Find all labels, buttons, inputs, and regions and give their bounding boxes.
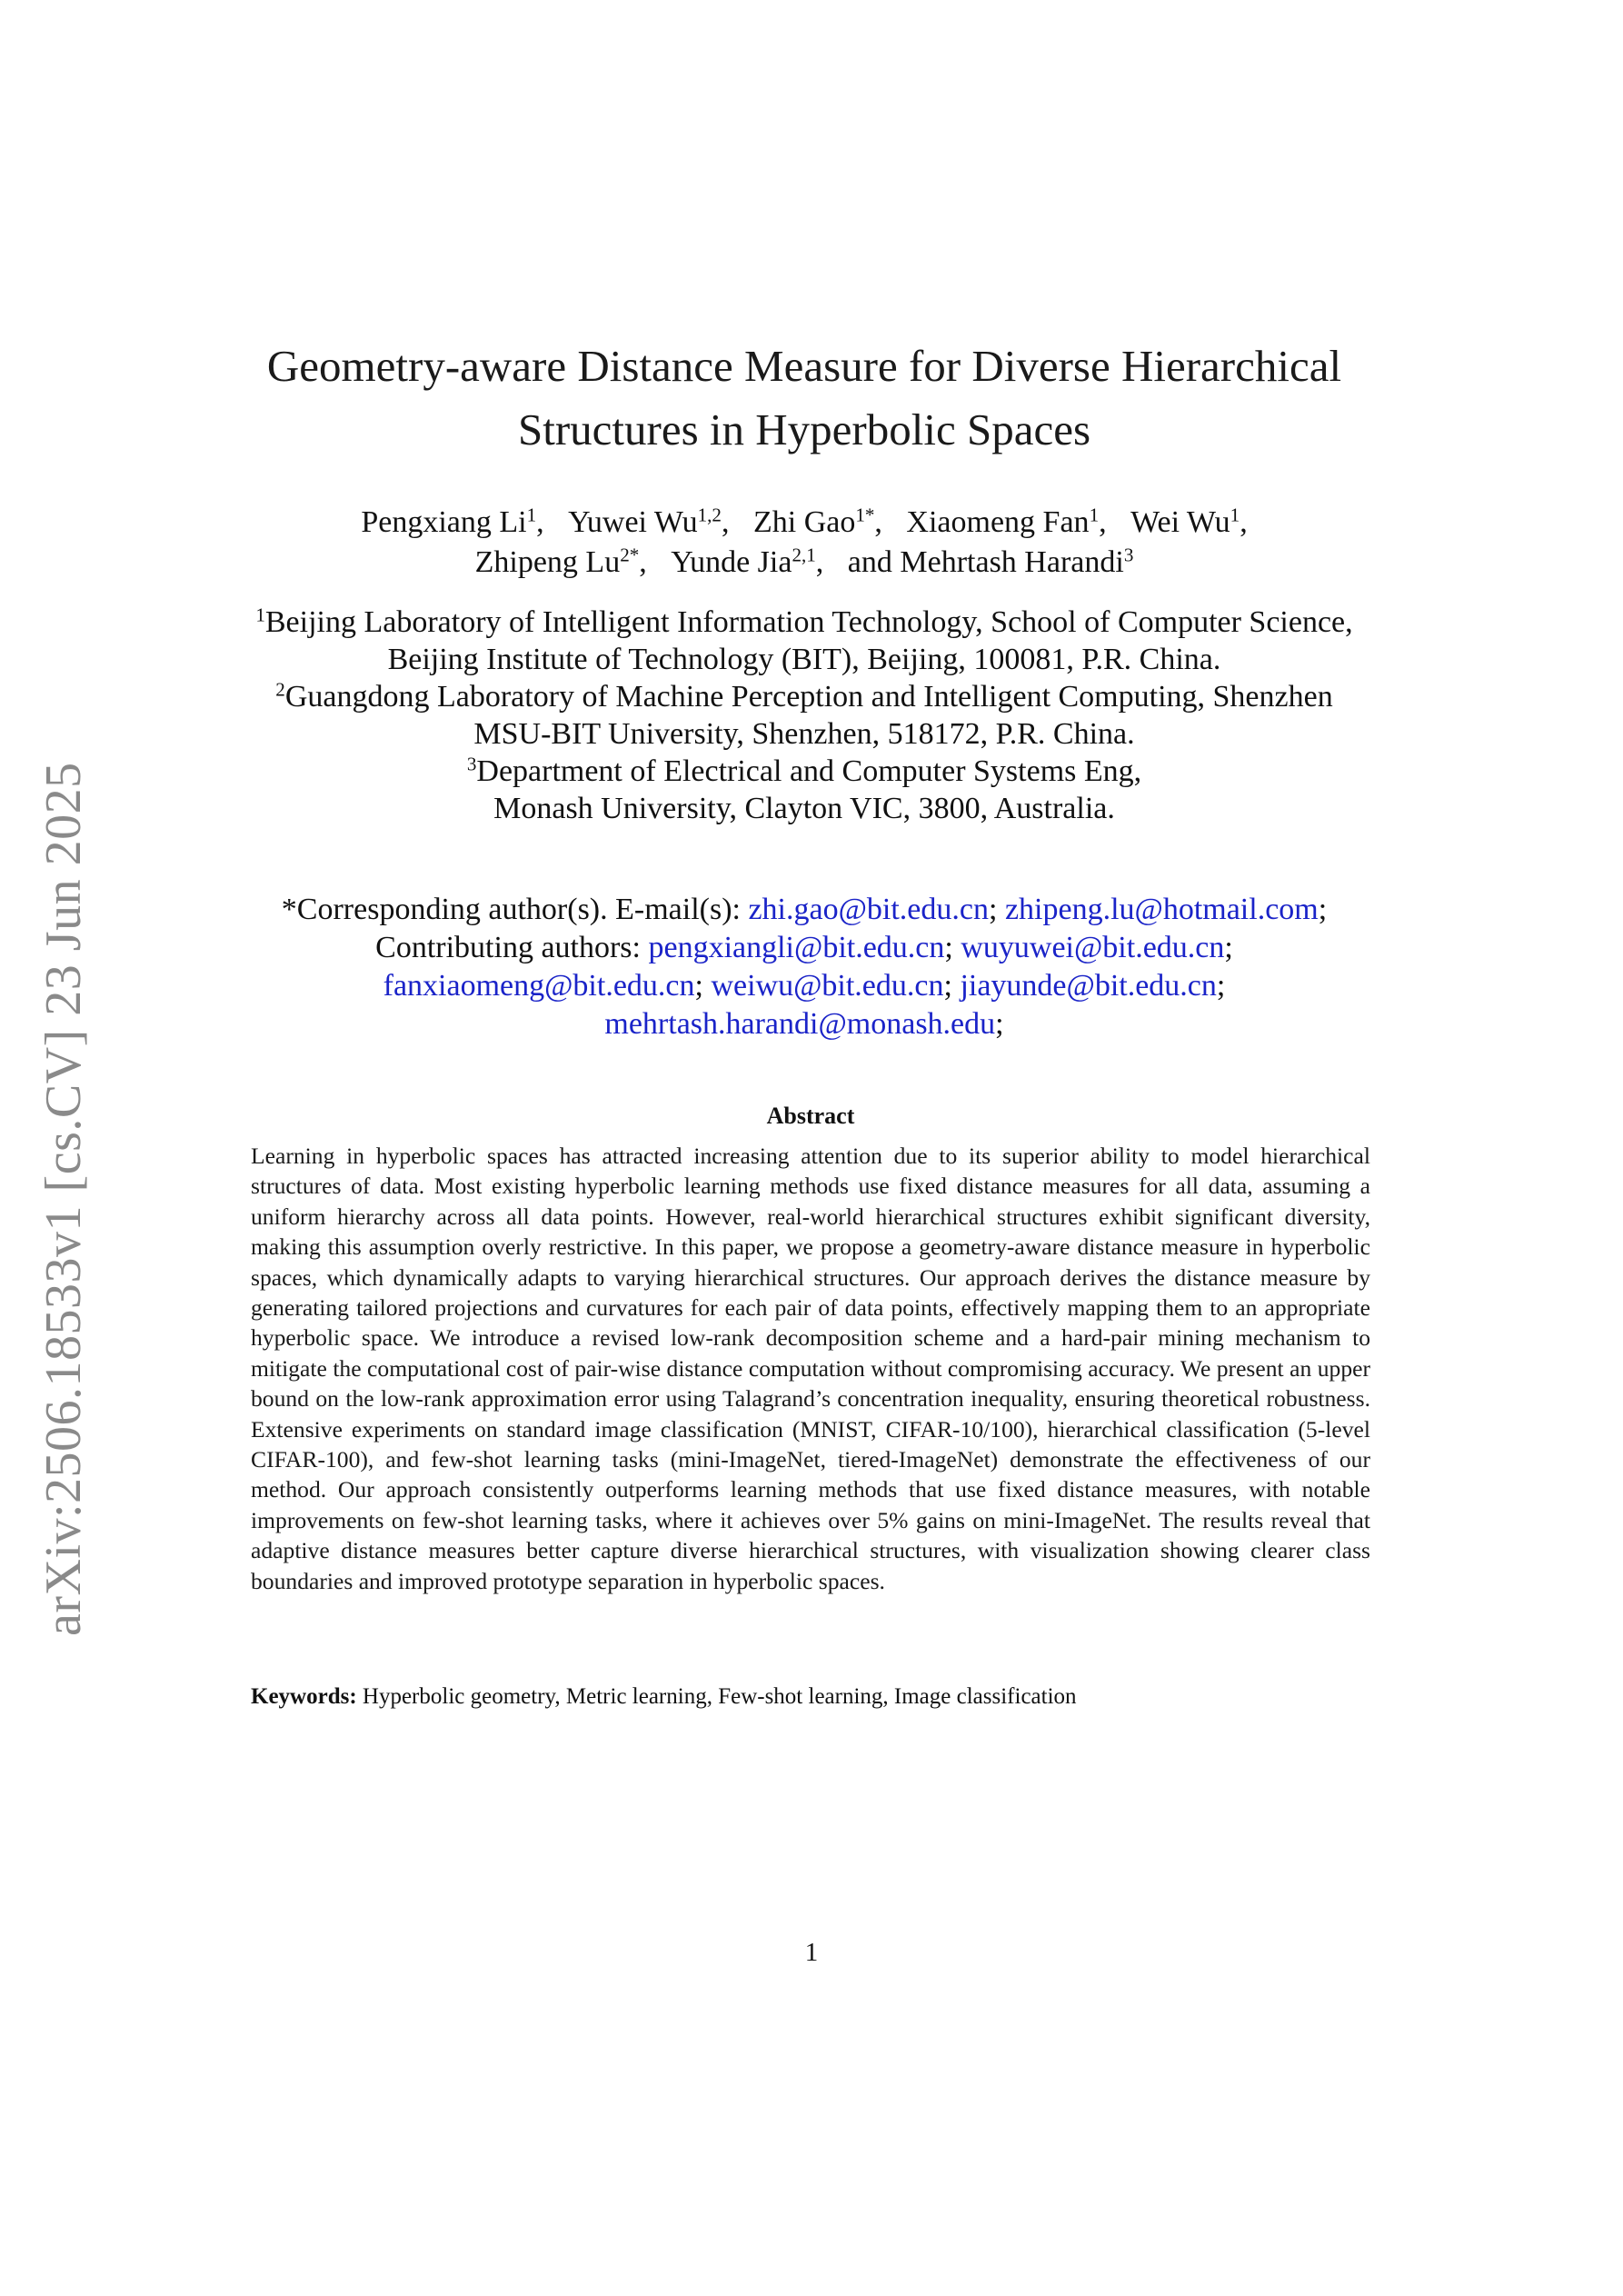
author-yuwei-wu: Yuwei Wu$^{1,2}$,: [568, 504, 730, 539]
contributing-label: Contributing authors:: [375, 931, 649, 964]
author-list: [218, 503, 1390, 583]
contributing-authors-line-2: fanxiaomeng@bit.edu.cn; weiwu@bit.edu.cn; jiayunde@bit.edu.cn;: [383, 969, 1226, 1003]
contributing-authors-line-1: Contributing authors: pengxiangli@bit.edu.cn; wuyuwei@bit.edu.cn;: [375, 931, 1233, 964]
page-number: 1: [804, 1938, 819, 1967]
affiliation-1-line-1: $^1$Beijing Laboratory of Intelligent Information Technology, School of Computer Science,: [255, 604, 1353, 639]
email-link-zhipeng-lu[interactable]: zhipeng.lu@hotmail.com: [1004, 893, 1319, 926]
contact-block: [209, 891, 1399, 1043]
author-affiliation-mark: 1: [526, 504, 537, 526]
author-affiliation-mark: 1*: [855, 504, 875, 526]
email-link-yunde-jia[interactable]: jiayunde@bit.edu.cn: [960, 969, 1217, 1003]
author-affiliation-mark: 3: [1123, 544, 1134, 566]
email-link-wei-wu[interactable]: weiwu@bit.edu.cn: [711, 969, 944, 1003]
affiliation-mark: 3: [466, 753, 477, 775]
author-affiliation-mark: 1: [1089, 504, 1100, 526]
paper-title-line-1: Geometry-aware Distance Measure for Diverse Hierarchical: [266, 341, 1342, 391]
affiliation-mark: 1: [255, 604, 265, 626]
author-zhipeng-lu: Zhipeng $Lu^{2*}$,: [474, 544, 647, 579]
author-pengxiang-li: Pengxiang Li$^1$,: [361, 504, 544, 539]
affiliation-mark: 2: [275, 678, 285, 701]
author-affiliation-mark: 2,1: [792, 544, 816, 566]
affiliation-3-line-1: $^3$Department of Electrical and Computer Systems Eng,: [466, 753, 1142, 788]
abstract-heading: Abstract: [766, 1103, 855, 1129]
affiliation-2-line-2: MSU-BIT University, Shenzhen, 518172, P.R. China.: [473, 717, 1135, 751]
email-link-zhi-gao[interactable]: zhi.gao@bit.edu.cn: [748, 893, 989, 926]
author-zhi-gao: Zhi Gao$^{1*}$,: [752, 504, 882, 539]
author-xiaomeng-fan: Xiaomeng Fan$^1$,: [906, 504, 1107, 539]
keywords: [251, 1682, 1370, 1712]
email-link-yuwei-wu[interactable]: wuyuwei@bit.edu.cn: [961, 931, 1225, 964]
abstract-body: Learning in hyperbolic spaces has attracted increasing attention due to its superior ability to model hierarchical structures of data. Most existing hyperbolic learning methods use fixed distance measures for all data, assuming a uniform hierarchy across all data points. However, real-world hierarchical structures exhibit significant diversity, making this assumption overly restrictive. In this paper, we propose a geometry-aware distance measure in hyperbolic spaces, which dynamically adapts to varying hierarchical structures. Our approach derives the distance measure by generating tailored projections and curvatures for each pair of data points, effectively mapping them to an appropriate hyperbolic space. We introduce a revised low-rank decomposition scheme and a hard-pair mining mechanism to mitigate the computational cost of pair-wise distance computation without compromising accuracy. We present an upper bound on the low-rank approximation error using Talagrand’s concentration inequality, ensuring theoretical robustness. Extensive experiments on standard image classification (MNIST, CIFAR-10/100), hierarchical classification (5-level CIFAR-100), and few-shot learning tasks (mini-ImageNet, tiered-ImageNet) demonstrate the effectiveness of our method. Our approach consistently outperforms learning methods that use fixed distance measures, with notable improvements on few-shot learning tasks, where it achieves over 5% gains on mini-ImageNet. The results reveal that adaptive distance measures better capture diverse hierarchical structures, with visualization showing clearer class boundaries and improved prototype separation in hyperbolic spaces.: [251, 1143, 1370, 1594]
paper-title: [218, 334, 1390, 462]
affiliation-3-line-2: Monash University, Clayton VIC, 3800, Australia.: [493, 792, 1115, 825]
email-link-xiaomeng-fan[interactable]: fanxiaomeng@bit.edu.cn: [383, 969, 695, 1003]
author-line-1: [218, 503, 1390, 543]
author-yunde-jia: Yunde Jia$^{2,1}$,: [671, 544, 824, 579]
keywords-label: Keywords:: [251, 1684, 357, 1709]
contributing-authors-line-3: mehrtash.harandi@monash.edu;: [604, 1007, 1004, 1041]
arxiv-identifier: arXiv:2506.18533v1 [cs.CV] 23 Jun 2025: [35, 762, 92, 1636]
author-wei-wu: Wei Wu$^1$,: [1130, 504, 1248, 539]
paper-title-line-2: Structures in Hyperbolic Spaces: [517, 404, 1091, 454]
email-link-pengxiang-li[interactable]: pengxiangli@bit.edu.cn: [648, 931, 945, 964]
affiliation-2-line-1: $^2$Guangdong Laboratory of Machine Perception and Intelligent Computing, Shenzhen: [275, 678, 1333, 714]
author-line-2: [218, 543, 1390, 583]
corresponding-label: *Corresponding author(s). E-mail(s):: [281, 893, 749, 926]
author-affiliation-mark: 1,2: [697, 504, 722, 526]
email-link-mehrtash-harandi[interactable]: mehrtash.harandi@monash.edu: [604, 1007, 996, 1041]
author-affiliation-mark: 1: [1230, 504, 1240, 526]
affiliation-1-line-2: Beijing Institute of Technology (BIT), Beijing, 100081, P.R. China.: [387, 643, 1221, 676]
corresponding-authors-line: *Corresponding author(s). E-mail(s): zhi.gao@bit.edu.cn; zhipeng.lu@hotmail.com;: [281, 893, 1328, 926]
author-affiliation-mark: 2*: [620, 544, 640, 566]
keywords-text: Hyperbolic geometry, Metric learning, Few-shot learning, Image classification: [362, 1684, 1077, 1709]
affiliation-list: [209, 604, 1399, 827]
author-mehrtash-harandi: and Mehrtash Harandi$^3$: [847, 544, 1134, 579]
